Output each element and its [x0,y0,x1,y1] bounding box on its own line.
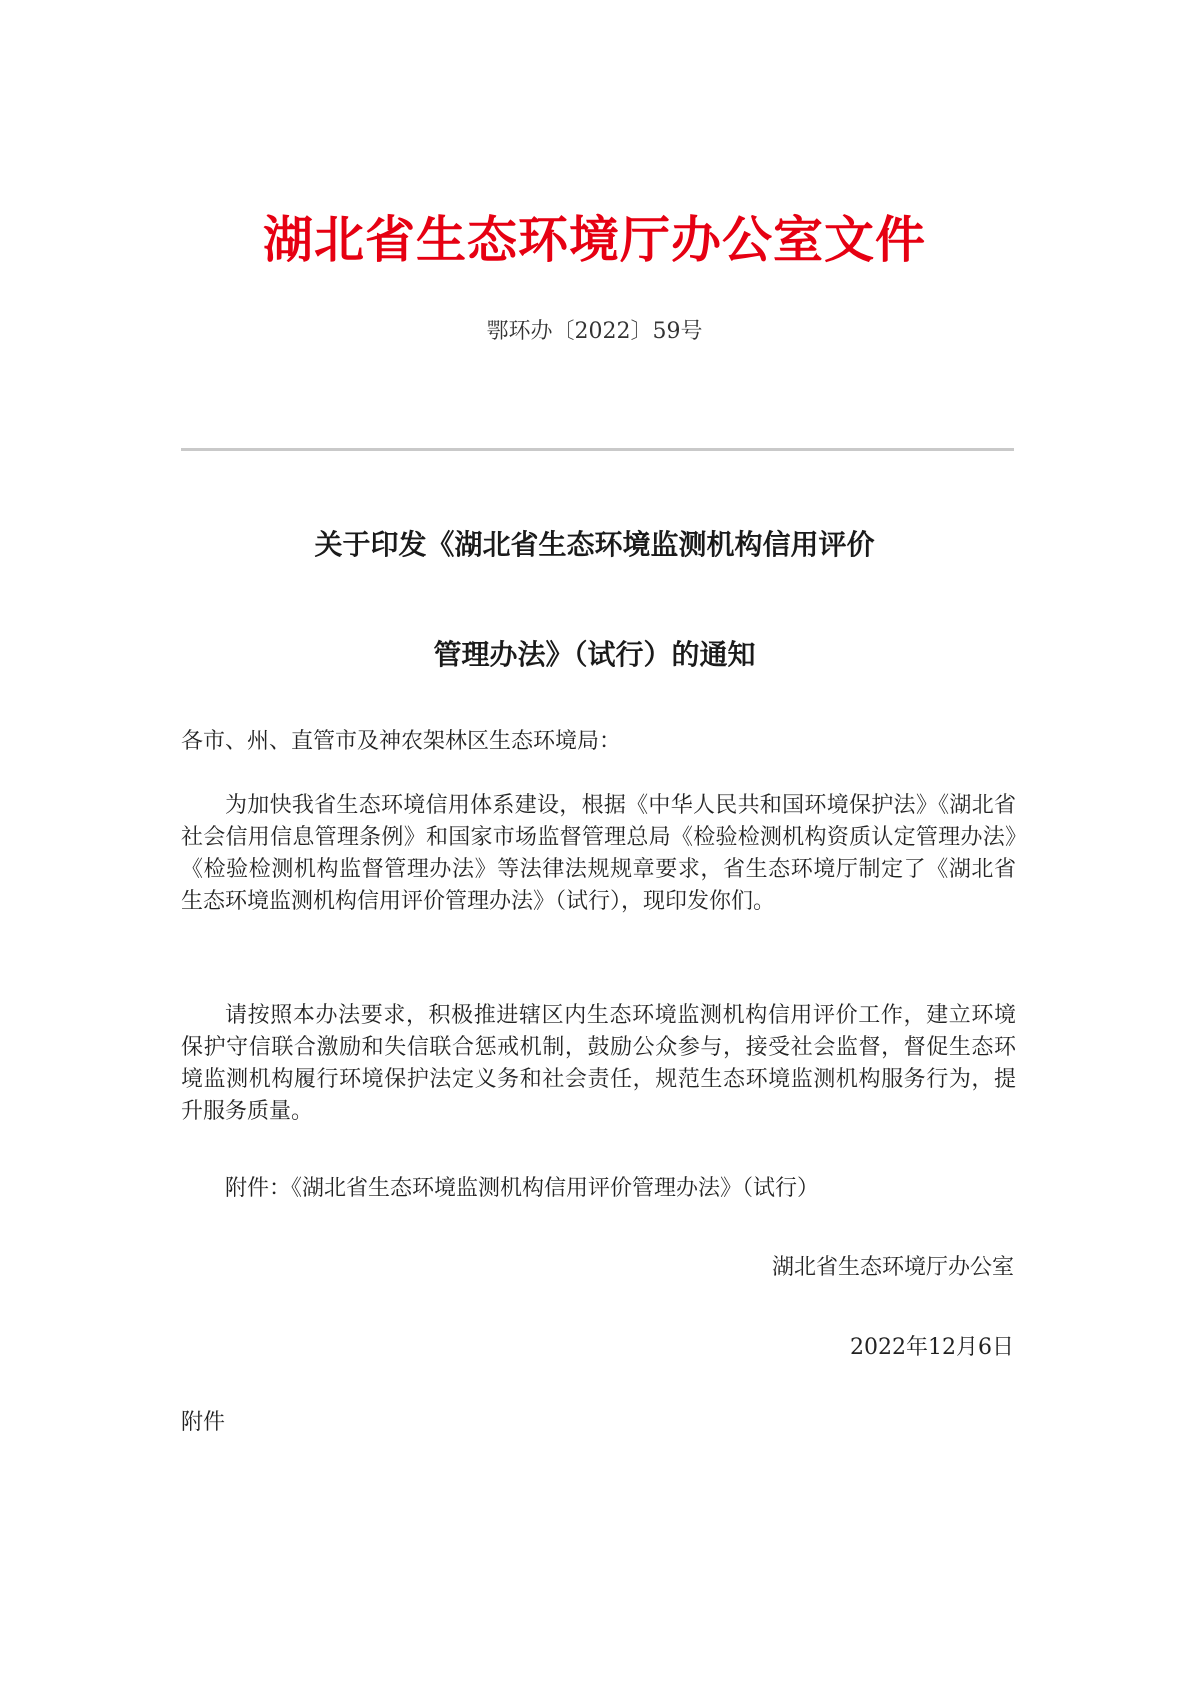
attachment-label: 附件 [181,1410,226,1435]
header-divider [181,448,1014,451]
notice-title-line-1: 关于印发《湖北省生态环境监测机构信用评价 [314,528,875,561]
document-header-title: 湖北省生态环境厅办公室文件 [263,211,926,269]
attachment-note: 附件：《湖北省生态环境监测机构信用评价管理办法》（试行） [225,1176,820,1201]
issue-date: 2022年12月6日 [850,1335,1014,1360]
document-number: 鄂环办〔2022〕59号 [486,319,703,344]
body-paragraph-2: 请按照本办法要求，积极推进辖区内生态环境监测机构信用评价工作，建立环境保护守信联合激励和失信联合惩戒机制，鼓励公众参与，接受社会监督，督促生态环境监测机构履行环境保护法定义务和社会责任，规范生态环境监测机构服务行为，提升服务质量。 [181,1003,1016,1124]
body-paragraph-1: 为加快我省生态环境信用体系建设，根据《中华人民共和国环境保护法》《湖北省社会信用信息管理条例》和国家市场监督管理总局《检验检测机构资质认定管理办法》《检验检测机构监督管理办法》等法律法规规章要求，省生态环境厅制定了《湖北省生态环境监测机构信用评价管理办法》（试行），现印发你们。 [181,793,1016,914]
notice-title-line-2: 管理办法》（试行）的通知 [433,638,756,671]
salutation: 各市、州、直管市及神农架林区生态环境局： [181,729,622,754]
issuer-signature: 湖北省生态环境厅办公室 [771,1255,1014,1280]
